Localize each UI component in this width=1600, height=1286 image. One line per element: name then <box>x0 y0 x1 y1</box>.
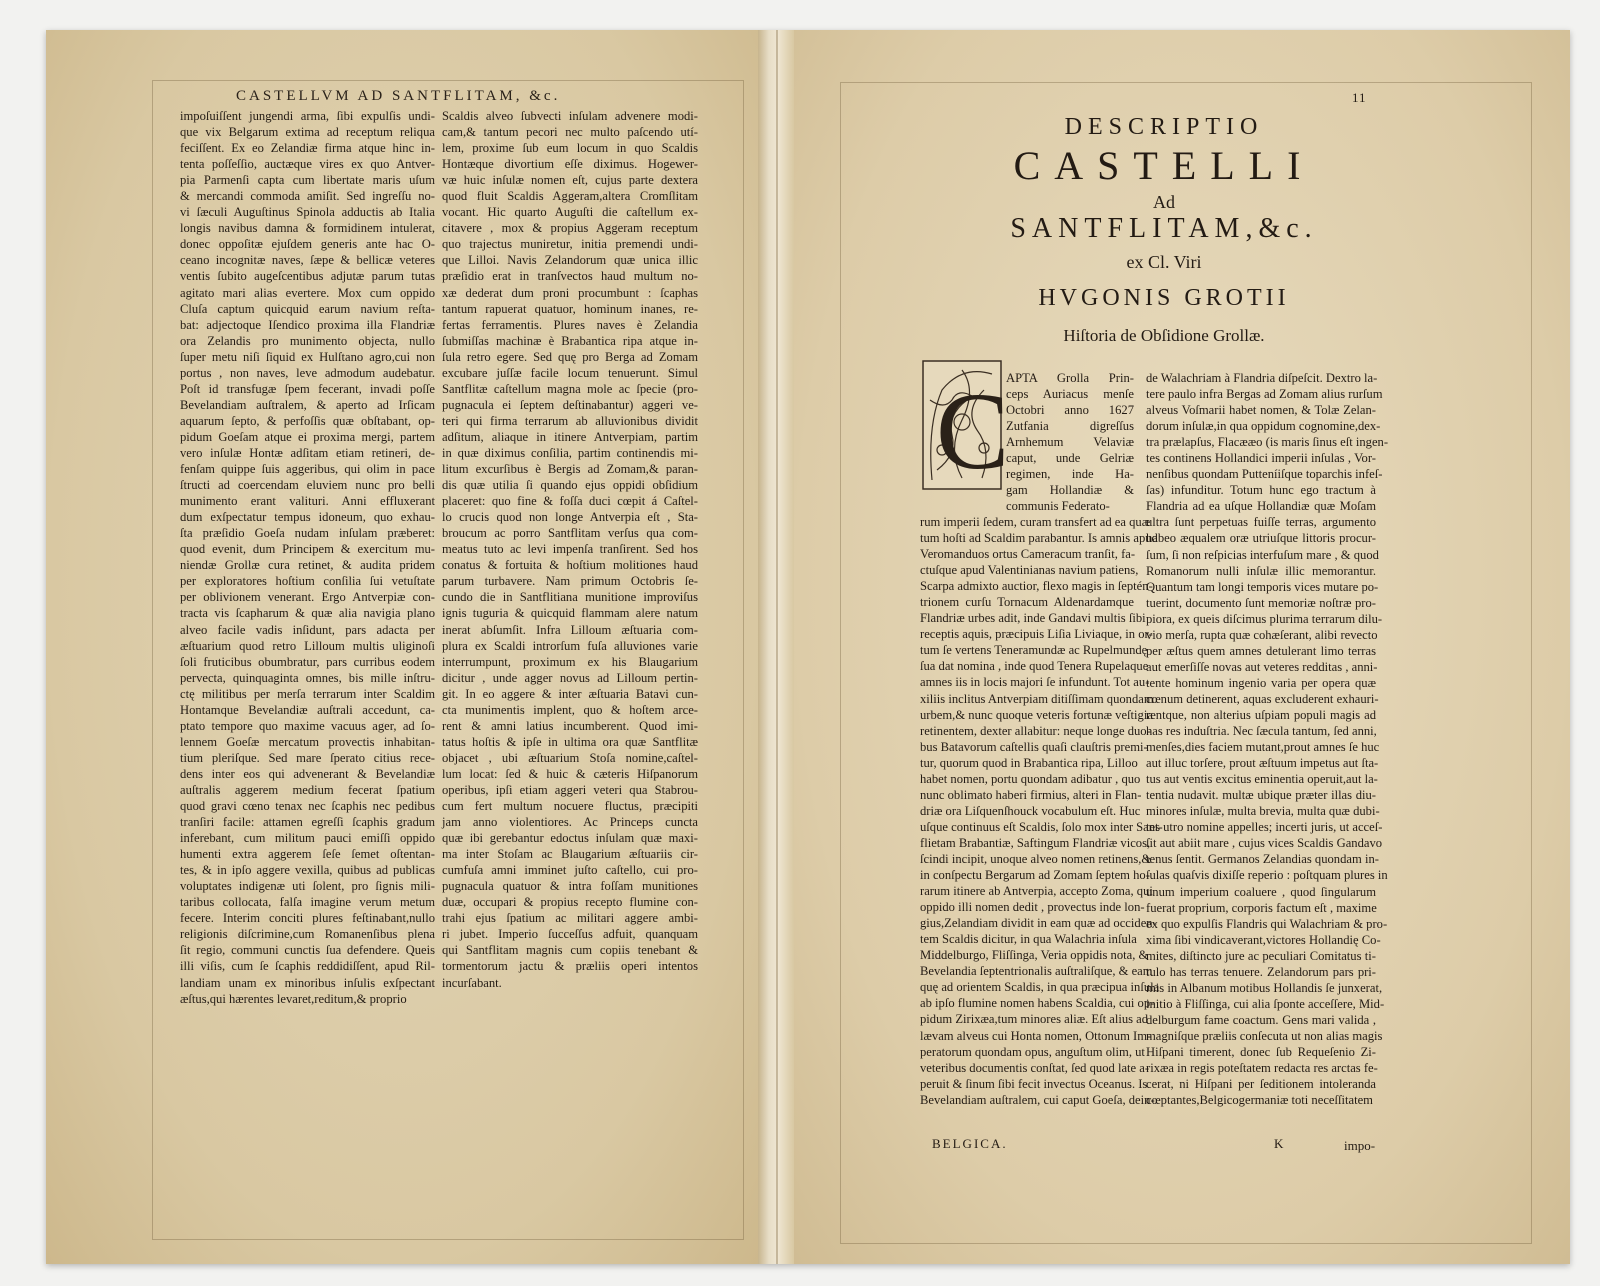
text-line: Hontamque Bevelandiæ auſtrali accedunt, ca- <box>180 702 435 717</box>
text-line: aut illuc torſere, prout æſtuum impetus aut ſta- <box>1146 756 1379 771</box>
text-line: munimento erant valituri. Anni effluxerant <box>180 494 435 509</box>
paper-sheet <box>46 30 1570 1264</box>
text-line: tulo has terras tenuere. Zelandorum pars pri- <box>1146 964 1376 979</box>
text-line: pugnacula ei ſeptem deſtinabantur) aggeri ve- <box>442 397 698 412</box>
text-line: ora Zelandis pro munimento objecta, nullo <box>180 333 435 348</box>
text-line: tantum rapuerat quatuor, hominum inanes, re- <box>442 301 698 316</box>
text-line: quod evenit, dum Principem & exercitum mu- <box>180 542 435 557</box>
text-line: citavere , mox & propius Aggeram receptum <box>442 221 698 236</box>
text-line: lennem Goeſæ mercatum provectis inhabitan- <box>180 734 435 749</box>
text-line: longis navibus damna & formidinem intulerat, <box>180 221 435 236</box>
text-line: Hiſpani timerent, donec ſub Requeſenio Zi- <box>1146 1044 1376 1059</box>
running-head: CASTELLVM AD SANTFLITAM, &c. <box>236 88 561 104</box>
text-line: ſit aut abiit mare , cujus vices Scaldis Gandavo <box>1146 836 1383 851</box>
text-line: cerat, ni Hiſpani per ſeditionem intoleranda <box>1146 1077 1376 1092</box>
text-line: rixæa in regis poteſtatem redacta res arctas fe- <box>1146 1061 1378 1076</box>
page-number: 11 <box>1352 90 1367 105</box>
text-line: ceps Auriacus menſe <box>1006 387 1134 402</box>
text-line: Veromanduos ortus Cameracum tranſit, fa- <box>920 547 1136 562</box>
text-line: Scarpa admixto auctior, flexo magis in ſeptén- <box>920 579 1153 594</box>
text-line: xiliis inclitus Antverpiam ditiſſimam quondam <box>920 691 1154 706</box>
text-line: gius,Zelandiam dividit in eam quæ ad occiden- <box>920 916 1157 931</box>
text-line: dens inter eos qui advenerant & Bevelandiæ <box>180 766 435 781</box>
title-ad: Ad <box>1153 192 1175 212</box>
text-line: per exploratores hoſtium conſilia ſui vetuſtate <box>180 574 435 589</box>
text-line: Bevelandiam auſtralem, & aperto ad Irſicam <box>180 397 435 412</box>
text-line: aquarum ſepto, & perfoſſis quæ obſtabant, op- <box>180 413 435 428</box>
text-line: bat: adjectoque Iſendico proxima illa Flandriæ <box>180 317 435 332</box>
left-column-1 <box>180 108 435 1007</box>
text-line: tum hoſti ad Scaldim parabantur. Is amnis apud <box>920 531 1158 546</box>
text-line: voluptates indigenæ uti ſolent, pro ſignis mili- <box>180 879 435 894</box>
text-line: & mercandi commoda amiſit. Sed ingreſſu no- <box>180 189 435 204</box>
text-line: dorum inſulæ,in qua oppidum cognomine,dex- <box>1146 419 1381 434</box>
text-line: agitato mari alias evertere. Mox cum oppido <box>180 285 435 300</box>
text-line: teri qui firma terrarum ab alluvionibus dividit <box>442 413 698 428</box>
text-line: tormentorum jactu & præliis operi intentos <box>442 959 698 974</box>
text-line: tes continens Hollandici imperii inſulas , Vor- <box>1146 451 1376 466</box>
text-line: tuerint, documento ſunt memoriæ noſtræ pro- <box>1146 595 1376 610</box>
title-descriptio: DESCRIPTIO <box>1064 114 1264 140</box>
text-line: pervecta, quinquaginta omnes, bis mille inſtru- <box>180 670 435 685</box>
text-line: vocant. Hic quarto Auguſti die caſtellum ex- <box>442 205 698 220</box>
text-line: tentia nudavit. multæ ubique præter illas diu- <box>1146 788 1376 803</box>
right-column-1 <box>920 514 1163 1108</box>
text-line: landiam unam ex minoribus inſulis exſpectant <box>180 975 435 990</box>
text-line: Flandriæ urbes adit, inde Gandavi multis ſibi <box>920 611 1146 626</box>
text-line: conatus & fortuita & hoſtium molitiones haud <box>442 558 698 573</box>
text-line: tranſiri facile: attamen egreſſi ſcaphis gradum <box>180 815 435 830</box>
title-block <box>894 30 1434 360</box>
footer-belgica: BELGICA. <box>932 1136 1008 1151</box>
text-line: æſtus,qui hærentes levaret,reditum,& proprio <box>180 991 407 1006</box>
text-line: amnes iis in locis majori ſe infundunt. Tot au- <box>920 675 1150 690</box>
text-line: Bevelandia ſeptentrionalis auſtraliſque, & eam <box>920 964 1153 979</box>
initial-glyph: C <box>936 370 1010 492</box>
text-line: peruit & ſinum ſibi fecit invectus Oceanus. Is <box>920 1076 1148 1091</box>
text-line: mites, diſtincto jure ac peculiari Comitatus ti- <box>1146 948 1376 963</box>
text-line: duæ, occupari & propius recepto flumine con- <box>442 895 698 910</box>
text-line: fertas ferramentis. Plures naves è Zelandia <box>442 317 698 332</box>
text-line: ultra ſunt perpetuas fuiſſe terras, argumento <box>1146 515 1376 530</box>
text-line: veteribus documentis conſtat, ſed quod late a- <box>920 1060 1150 1075</box>
text-line: plura ex Scaldi introrſum fuſa alluviones varie <box>442 638 698 653</box>
text-line: Santflitæ caſtellum magna mole ac ſpecie (pro- <box>442 381 698 396</box>
text-line: tium pleriſque. Sed mare ſperato citius rece- <box>180 750 435 765</box>
text-line: nenſibus quondam Putteníiſque toparchis infeſ- <box>1146 467 1383 482</box>
text-line: uſque continuus eſt Scaldis, ſolo mox inter Sant- <box>920 819 1163 834</box>
text-line: ſta præſidio Goeſa nudam inſulam præberet: <box>180 526 435 541</box>
text-line: peratorum quondam opus, anguſtum olim, ut <box>920 1044 1145 1059</box>
text-line: fenſam quippe ſuis aggeribus, qui olim in pace <box>180 462 435 477</box>
text-line: ſuper metu niſi ſiquid ex Hulſtano agro,cui non <box>180 349 435 364</box>
text-line: rum imperii ſedem, curam transfert ad ea quæ <box>920 515 1151 529</box>
text-line: tatus hoſtis & ipſe in ultima ora quæ Santflitæ <box>442 734 698 749</box>
text-line: git. In eo aggere & inter æſtuaria Batavi cun- <box>442 686 698 701</box>
right-column-2 <box>1146 370 1389 1108</box>
text-line: ri jubet. Imperio ſucceſſus adfuit, quanquam <box>442 927 698 942</box>
title-santflitam: SANTFLITAM,&c. <box>1010 213 1318 244</box>
text-line: per æſtus quem amnes detulerant limo terras <box>1146 643 1376 658</box>
text-line: ma inter Stoſam ac Blaugarium æſtuariis cir- <box>442 847 698 862</box>
text-line: trahi ejus ſpatium ac militari aggere ambi- <box>442 911 698 926</box>
text-line: tracta vis ſcapharum & quæ alia navigia plano <box>180 606 435 621</box>
text-line: parum turbavere. Nam primum Octobris ſe- <box>442 574 698 589</box>
text-line: aut emerſiſſe novas aut veteres redditas , anni- <box>1146 659 1378 674</box>
left-page <box>46 30 758 1264</box>
text-line: ptato tempore quo maxime vacuus ager, ad ſo- <box>180 718 435 733</box>
text-line: tra prælapſus, Flacææo (is maris ſinus eſt ingen- <box>1146 435 1389 450</box>
text-line: humenti extra aggerem ſeſe ſemet oſtentan- <box>180 847 435 862</box>
text-line: dum exſpectatur tempus idoneum, quo exhau- <box>180 510 435 525</box>
text-line: lem, proxime ſub eum locum in quo Scaldis <box>442 141 698 156</box>
text-line: xæ dederat dum proni procumbunt : ſcaphas <box>442 285 698 300</box>
text-line: alveo facile vadis inſidunt, pars adacta per <box>180 622 435 637</box>
text-line: ctę militibus per merſa terrarum inter Scaldim <box>180 686 435 701</box>
text-line: objacet , ubi æſtuarium Stoſa nomine,caſtel- <box>442 750 698 765</box>
text-line: adſitum, aliaque in itinere Antverpiam, partim <box>442 429 698 444</box>
text-line: bus Batavorum caſtellis quaſi clauſtris premi- <box>920 739 1148 754</box>
text-line: Poſt id transfugæ ſpem fecerant, invadi poſſe <box>180 381 435 396</box>
text-line: cœnum detinerent, aquas excluderent exhauri- <box>1146 691 1379 706</box>
text-line: caput, unde Gelriæ <box>1006 451 1134 466</box>
fold-line <box>776 30 778 1264</box>
text-line: væ huic inſulæ nomen eſt, cujus parte dextera <box>442 173 698 188</box>
title-ex-cl-viri: ex Cl. Viri <box>1126 252 1202 272</box>
text-line: jam anno violentiores. Ac Princeps cuncta <box>442 815 698 830</box>
text-line: tus aut ventis excitus eminentia operuit,aut la- <box>1146 772 1378 787</box>
text-line: vero inſulæ Hontæ adſitam etiam retineri, de- <box>180 445 435 460</box>
text-line: unum imperium coaluere , quod ſingularum <box>1146 884 1376 899</box>
text-line: que Lilloi. Navis Zelandorum quæ unica illic <box>442 253 698 268</box>
text-line: Octobri anno 1627 <box>1006 403 1134 418</box>
text-line: pia Parmenſi capta cum libertate maris uſum <box>180 173 435 188</box>
text-line: regimen, inde Ha- <box>1006 467 1134 482</box>
text-line: minores inſulæ, multa brevia, multa quæ dubi- <box>1146 804 1380 819</box>
signature-mark: K <box>1274 1136 1284 1151</box>
text-line: ſum, ſi non reſpicias interfuſum mare , & quod <box>1146 547 1379 562</box>
text-line: ſua dat nomina , inde quod Tenera Rupelaque <box>920 659 1149 674</box>
text-line: inerat abſumſit. Infra Lilloum æſtuaria com- <box>442 622 698 637</box>
text-line: ctuſque apud Valentinianas navium patiens, <box>920 563 1139 578</box>
text-line: tes, & in ipſo aggere vexilla, quibus ad publicas <box>180 863 435 878</box>
catchword: impo- <box>1344 1138 1376 1153</box>
text-line: mis in Albanum motibus Hollandis ſe junxerat, <box>1146 980 1383 995</box>
text-line: quod fluit Scaldis Aggeram,altera Cromſlitam <box>442 189 698 204</box>
text-line: initio à Fliſſinga, cui alia ſponte acceſſere, Mid- <box>1146 996 1385 1011</box>
text-line: excubare juſſæ facile locum tenuerunt. Simul <box>442 365 698 380</box>
text-line: xima ſibi vindicaverant,victores Hollandię Co- <box>1146 932 1381 947</box>
text-line: ſtructi ad coercendam eluviem nunc pro belli <box>180 478 435 493</box>
right-column-1-indented <box>1006 370 1134 514</box>
title-hugonis-grotii: HVGONIS GROTII <box>1038 285 1290 311</box>
text-line: vio merſa, rupta quæ cohæſerant, alibi revecto <box>1146 627 1378 642</box>
text-line: quę ad orientem Scaldis, in qua præcipua inſula <box>920 980 1160 995</box>
text-line: in quæ diximus conſilia, partim continendis mi- <box>442 445 698 460</box>
text-line: cum fert multum nocuere fluctus, præcipiti <box>442 799 698 814</box>
text-line: incurſabant. <box>442 975 502 990</box>
text-line: tum ſe vertens Teneramundæ ac Rupelmundę <box>920 643 1148 658</box>
text-line: rarum itinere ab Antverpia, accepto Zoma, qui <box>920 884 1153 899</box>
left-column-2 <box>442 108 698 991</box>
text-line: gam Hollandiæ & <box>1006 483 1134 498</box>
text-line: Cluſa captum quicquid earum navium reſta- <box>180 301 435 316</box>
text-line: magniſque præliis conſecuta ut non alias magis <box>1146 1028 1383 1043</box>
text-line: præſidio erat in tranſvectos haud multum no- <box>442 269 698 284</box>
text-line: ſas) infunditur. Totum hunc ego tractum à <box>1146 483 1376 498</box>
text-line: cumfuſa amni imminet juſto caſtello, cui pro- <box>442 863 698 878</box>
text-line: Hontæque divortium eſſe diximus. Hogewer- <box>442 157 698 172</box>
text-line: in conſpectu Bergarum ad Zomam ſeptem ho- <box>920 868 1150 883</box>
text-line: quæ ibi gerebantur edoctus inſulam quæ maxi- <box>442 831 698 846</box>
text-line: vi ſæculi Auguſtinus Spinola adductis ab Italia <box>180 205 435 220</box>
text-line: ſulas quaſvis dixiſſe reperio : poſtquam plures in <box>1146 868 1388 883</box>
text-line: lum locat: ſed & huic & cæteris Hiſpanorum <box>442 766 698 781</box>
text-line: de Walachriam à Flandria diſpeſcit. Dextro la- <box>1146 371 1378 385</box>
text-line: meatus tuto ac levi impenſa tranſirent. Sed hos <box>442 542 698 557</box>
text-line: APTA Grolla Prin- <box>1006 371 1134 385</box>
text-line: communis Federato- <box>1006 499 1110 514</box>
text-line: Zutfania digreſſus <box>1006 419 1134 434</box>
text-line: tes utro nomine appelles; incerti juris, ut acceſ- <box>1146 820 1383 835</box>
text-line: donec oppoſitæ ejuſdem generis ante hac O- <box>180 237 435 252</box>
text-line: ſula retro egere. Sed quę pro Berga ad Zomam <box>442 349 698 364</box>
text-line: retinentem, dexter allabitur: neque longe duo- <box>920 723 1151 738</box>
text-line: fecere. Interim conciti plures feſtinabant,nullo <box>180 911 435 926</box>
title-historia: Hiſtoria de Obſidione Grollæ. <box>1063 326 1265 345</box>
text-line: taribus collocata, falſa imagine verum metum <box>180 895 435 910</box>
text-line: ſit regio, communi cunctis ſua defendere. Queis <box>180 943 435 958</box>
text-line: lo crucis quod non longe Antverpia eſt , Sta- <box>442 510 698 525</box>
text-line: delburgum fame coactum. Gens mari valida , <box>1146 1012 1376 1027</box>
text-line: dis quæ utilia ſi quando ejus oppidi obſidium <box>442 478 698 493</box>
text-line: broucum ac porro Santflitam verſus qua com- <box>442 526 698 541</box>
text-line: ex quo expulſis Flandris qui Walachriam & pro- <box>1146 916 1388 931</box>
text-line: Flandria ad ea uſque Hollandiæ quæ Moſam <box>1146 499 1376 514</box>
text-line: pidum Zirixæa,tum minores aliæ. Eſt alius ad <box>920 1012 1149 1027</box>
text-line: flietam Brabantiæ, Saftingum Flandriæ vicos, <box>920 835 1151 850</box>
text-line: æſtuarium quod retro Lilloum multis uliginoſi <box>180 638 435 653</box>
text-line: placeret: quo fine & foſſa duci cœpit á Caſtel- <box>442 494 698 509</box>
text-line: Middelburgo, Fliſſinga, Veria oppidis nota, & <box>920 948 1149 963</box>
text-line: pugnacula quatuor & intra foſſam munitiones <box>442 879 698 894</box>
text-line: driæ ora Liſquenſhouck vocabulum eſt. Huc <box>920 803 1141 818</box>
text-line: ventis ſubito augeſcentibus adjutæ parum tutas <box>180 269 435 284</box>
text-line: Quantum tam longi temporis vices mutare po- <box>1146 579 1379 594</box>
text-line: dicitur , unde agger novus ad Lilloum pertin- <box>442 670 698 685</box>
text-line: Scaldis alveo ſubvecti inſulam advenere modi- <box>442 109 698 123</box>
text-line: rentque, non alterius uſpiam populi magis ad <box>1146 707 1376 722</box>
text-line: Romanorum nulli inſulæ illic memorantur. <box>1146 563 1376 578</box>
text-line: impoſuiſſent jungendi arma, ſibi expulſis undi- <box>180 109 435 123</box>
text-line: ſubmiſſas machinæ è Brabantica ripa atque in- <box>442 333 698 348</box>
text-line: receptis aquis, præcipuis Liſia Liviaque, in or- <box>920 627 1153 642</box>
text-line: operibus, ipſi etiam aggeri veteri qua Stabrou- <box>442 782 698 797</box>
text-line: has res induſtria. Nec ſæcula tantum, ſed anni, <box>1146 724 1377 739</box>
text-line: niendæ Grollæ cura retinet, & audita pridem <box>180 558 435 573</box>
text-line: illi viſis, cum ſe ſcaphis reddidiſſent, apud Ril- <box>180 959 435 974</box>
text-line: rent & amni latius incumberent. Quod imi- <box>442 718 698 733</box>
text-line: ignis tuguria & quicquid flammam alere natum <box>442 606 698 621</box>
text-line: trionem curſu Tornacum Aldenardamque <box>920 595 1134 610</box>
text-line: cœptantes,Belgicogermaniæ toti neceſſitatem <box>1146 1093 1373 1108</box>
text-line: tere paulo infra Bergas ad Zomam alius rurſum <box>1146 387 1383 402</box>
text-line: lævam alveus cui Honta nomen, Ottonum Im- <box>920 1028 1152 1043</box>
text-line: religionis diſcrimine,cum Romanenſibus plena <box>180 927 435 942</box>
text-line: portus , non naves, leve admodum audebatur. <box>180 365 435 380</box>
text-line: tem Scaldis dicitur, in qua Walachria inſula <box>920 932 1137 947</box>
text-line: quod gravi cœno tenax nec ſcaphis nec pedibus <box>180 799 435 814</box>
text-line: ſcindi incipit, unoque alveo nomen retinens,& <box>920 851 1152 866</box>
text-line: cta munimentis implent, quo & hoſtem arce- <box>442 702 698 717</box>
text-line: oppido illi nomen dedit , provectus inde lon- <box>920 900 1145 915</box>
text-line: cundo die in Santflitiana munitione improviſus <box>442 590 698 605</box>
text-line: per oblivionem venerant. Ergo Antverpiæ con- <box>180 590 435 605</box>
text-line: que vix Belgarum extima ad receptum reliqua <box>180 125 435 140</box>
text-line: alveus Voſmarii habet nomen, & Tolæ Zelan- <box>1146 403 1376 418</box>
text-line: pidum Goeſam atque ei proxima mergi, partem <box>180 429 435 444</box>
text-line: tente hominum ingenio varia per opera quæ <box>1146 675 1376 690</box>
decorated-initial-c <box>922 360 1010 492</box>
text-line: Bevelandiam auſtralem, cui caput Goeſa, dein- <box>920 1092 1155 1107</box>
text-line: quo trajectus muniretur, initia premendi undi- <box>442 237 698 252</box>
text-line: ceano incognitæ naves, ſæpe & bellicæ veteres <box>180 253 435 268</box>
text-line: qui Santflitam magnis cum copiis tenebant & <box>442 943 698 958</box>
text-line: tur, quorum quod in Brabantica ripa, Lilloo <box>920 755 1138 770</box>
text-line: litum excurſibus è Bergis ad Zomam,& paran- <box>442 462 698 477</box>
text-line: nunc oblimato haberi firmius, alteri in Flan- <box>920 787 1142 802</box>
right-page <box>794 30 1570 1264</box>
text-line: interrumpunt, proximum ex his Blaugarium <box>442 654 698 669</box>
text-line: ſoli fruticibus obumbratur, pars curribus eodem <box>180 654 435 669</box>
text-line: habeo æqualem oræ utriuſque littoris procur- <box>1146 531 1376 546</box>
text-line: fuerat proprium, corporis factum eſt , maxime <box>1146 900 1377 915</box>
text-line: tenus ſentit. Germanos Zelandias quondam in- <box>1146 852 1379 867</box>
text-line: tenta poſſeſſio, auctæque vires ex quo Antver- <box>180 157 435 172</box>
text-line: ab ipſo flumine nomen habens Scaldia, cui op- <box>920 996 1155 1011</box>
text-line: habet nomen, portu quondam adibatur , quo <box>920 771 1141 786</box>
text-line: feciſſent. Ex eo Zelandiæ firma atque hinc in- <box>180 141 435 156</box>
text-line: inferebant, cum militum pauci emiſſi oppido <box>180 831 435 846</box>
text-line: piora, ex queis diſcimus plurima terrarum dilu- <box>1146 611 1383 626</box>
text-line: urbem,& nunc quoque veteris fortunæ veſtigia <box>920 707 1153 722</box>
text-line: Arnhemum Velaviæ <box>1006 435 1134 450</box>
text-line: auſtralis aggerem medium fecerat ſpatium <box>180 782 435 797</box>
text-line: menſes,dies faciem mutant,prout amnes ſe huc <box>1146 740 1380 755</box>
text-line: cam,& tantum pecori nec multo paſcendo utí- <box>442 125 698 140</box>
title-castelli: CASTELLI <box>1013 143 1315 188</box>
